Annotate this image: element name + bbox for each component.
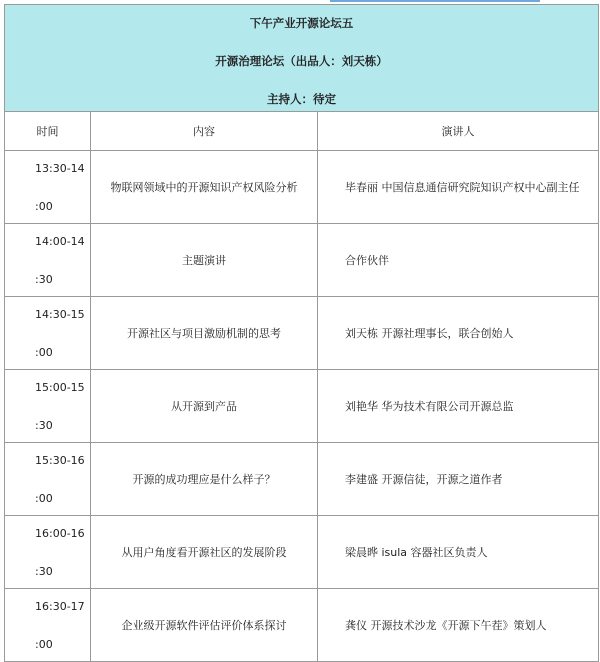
top-accent-line [330, 0, 540, 2]
speaker-cell: 梁晨晔 isula 容器社区负责人 [318, 516, 599, 589]
content-cell: 物联网领域中的开源知识产权风险分析 [91, 151, 318, 224]
time-cell [5, 224, 91, 297]
time-end: :30 [35, 419, 53, 432]
content-cell: 开源的成功理应是什么样子？ [91, 443, 318, 516]
speaker-cell: 刘艳华 华为技术有限公司开源总监 [318, 370, 599, 443]
column-header-time: 时间 [5, 112, 91, 151]
column-header-speaker: 演讲人 [318, 112, 599, 151]
forum-title: 下午产业开源论坛五 [249, 16, 354, 30]
content-cell: 从开源到产品 [91, 370, 318, 443]
time-end: :00 [35, 638, 53, 651]
table-row [5, 224, 599, 297]
time-start: 14:00-14 [35, 235, 85, 248]
time-cell [5, 589, 91, 662]
content-cell: 主题演讲 [91, 224, 318, 297]
time-end: :30 [35, 565, 53, 578]
time-cell [5, 516, 91, 589]
speaker-cell: 龚仪 开源技术沙龙《开源下午茬》策划人 [318, 589, 599, 662]
table-row [5, 370, 599, 443]
time-end: :00 [35, 492, 53, 505]
time-cell [5, 297, 91, 370]
forum-subtitle: 开源治理论坛（出品人：刘天栋） [215, 54, 388, 68]
column-header-content: 内容 [91, 112, 318, 151]
table-row [5, 443, 599, 516]
time-end: :00 [35, 200, 53, 213]
table-row [5, 589, 599, 662]
time-start: 13:30-14 [35, 162, 85, 175]
table-row [5, 297, 599, 370]
time-cell [5, 370, 91, 443]
agenda-table [4, 4, 599, 662]
table-row [5, 151, 599, 224]
forum-header [5, 5, 599, 112]
time-cell [5, 443, 91, 516]
time-cell [5, 151, 91, 224]
speaker-cell: 合作伙伴 [318, 224, 599, 297]
content-cell: 开源社区与项目激励机制的思考 [91, 297, 318, 370]
time-start: 15:30-16 [35, 454, 85, 467]
time-end: :00 [35, 346, 53, 359]
content-cell: 从用户角度看开源社区的发展阶段 [91, 516, 318, 589]
time-start: 16:00-16 [35, 527, 85, 540]
speaker-cell: 刘天栋 开源社理事长，联合创始人 [318, 297, 599, 370]
time-end: :30 [35, 273, 53, 286]
time-start: 15:00-15 [35, 381, 85, 394]
content-cell: 企业级开源软件评估评价体系探讨 [91, 589, 318, 662]
forum-host: 主持人：待定 [267, 92, 336, 106]
speaker-cell: 李建盛 开源信徒，开源之道作者 [318, 443, 599, 516]
table-row [5, 516, 599, 589]
speaker-cell: 毕春丽 中国信息通信研究院知识产权中心副主任 [318, 151, 599, 224]
time-start: 16:30-17 [35, 600, 85, 613]
time-start: 14:30-15 [35, 308, 85, 321]
column-header-row [5, 112, 599, 151]
